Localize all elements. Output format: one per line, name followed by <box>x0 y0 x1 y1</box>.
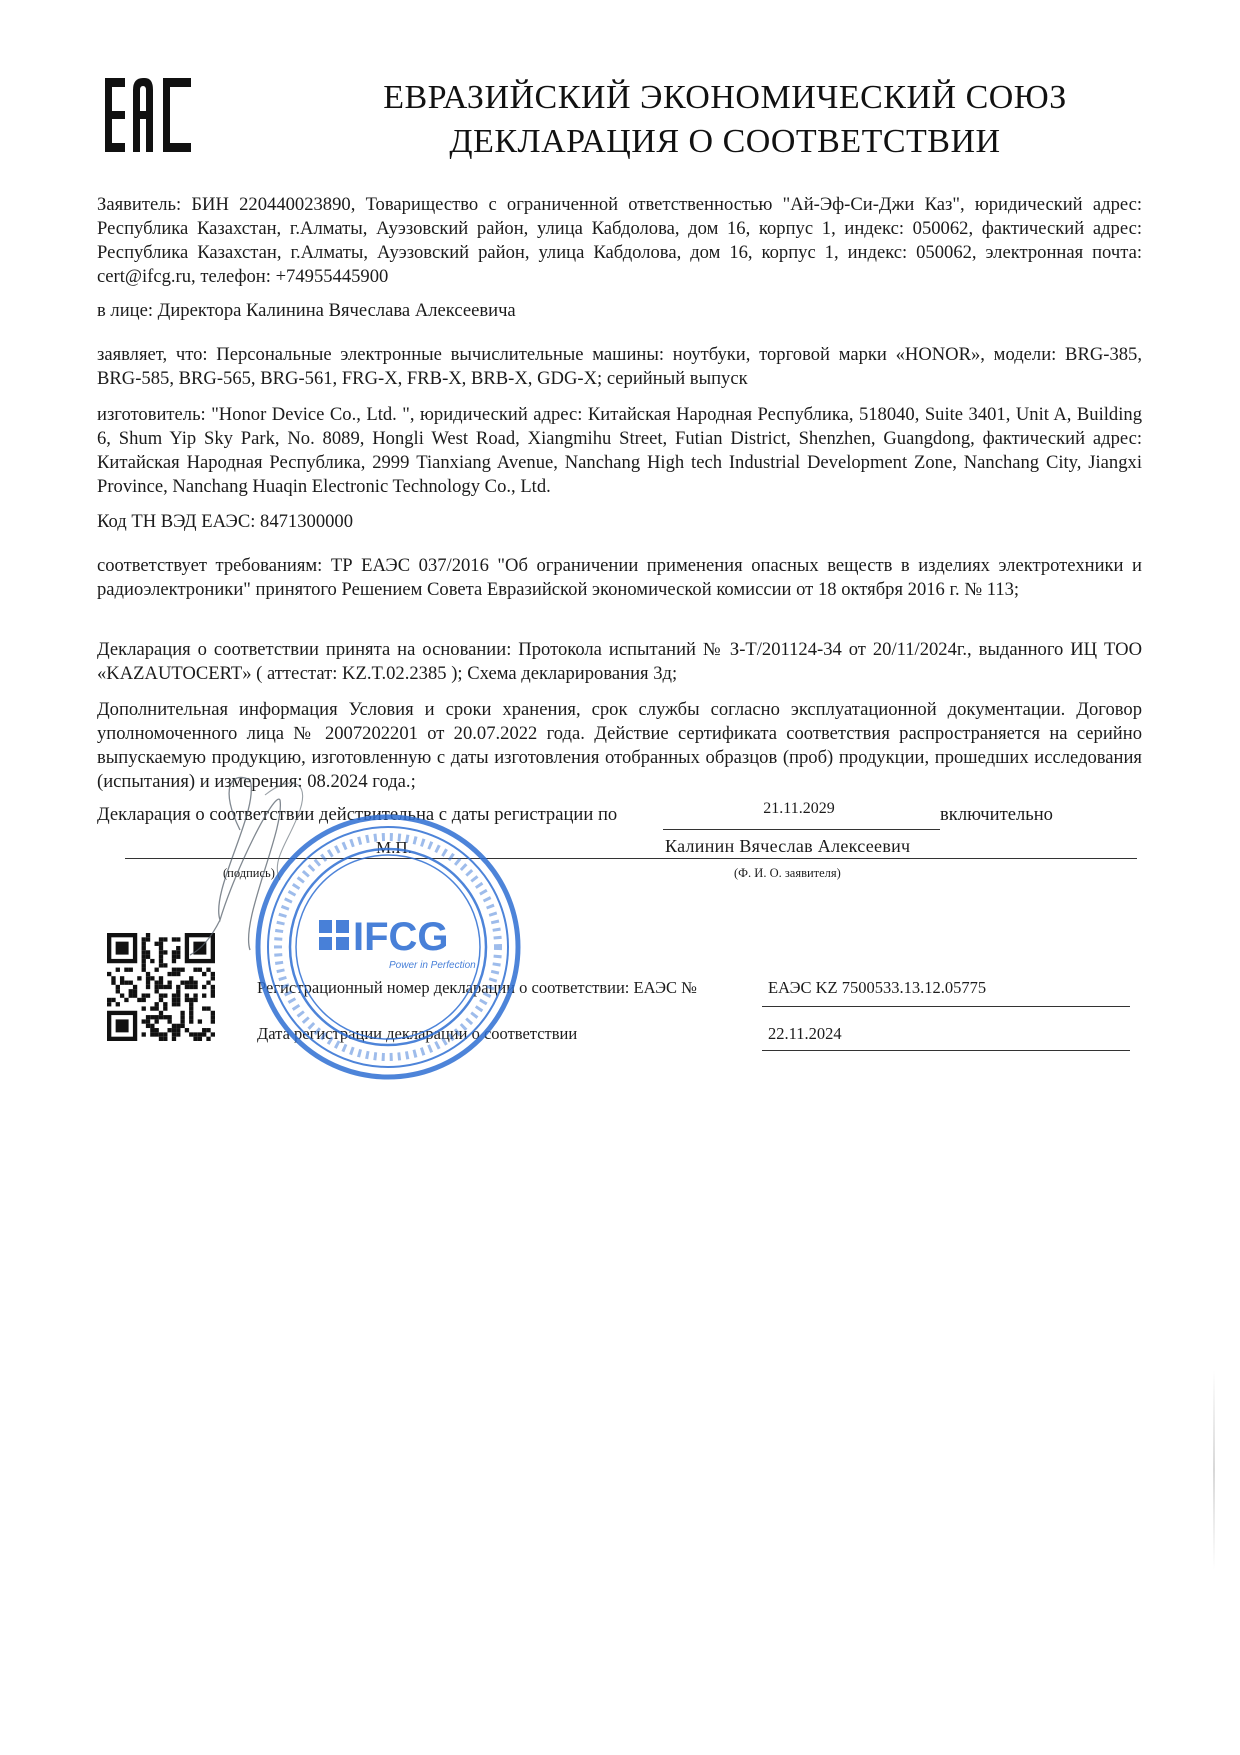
additional-info-paragraph: Дополнительная информация Условия и сроки хранения, срок службы согласно эксплуатационной документации. Договор уполномоченного лица № 2007202201 от 20.07.2022 года. Действие сертификата соответствия распространяется на серийно выпускаемую продукцию, изготовленную с даты изготовления отобранных образцов (проб) продукции, прошедших исследования (испытания) и измерения: 08.2024 года.; <box>97 699 1142 792</box>
document-title <box>280 76 1170 164</box>
seal-place-label: М.П. <box>376 838 412 857</box>
eac-logo <box>105 78 191 152</box>
registration-number-label: Регистрационный номер декларации о соответствии: ЕАЭС № <box>257 978 697 997</box>
hs-code-paragraph: Код ТН ВЭД ЕАЭС: 8471300000 <box>97 511 354 532</box>
product-paragraph: заявляет, что: Персональные электронные вычислительные машины: ноутбуки, торговой марки «HONOR», модели: BRG-385, BRG-585, BRG-565, BRG-561, FRG-X, FRB-X, BRB-X, GDG-X; серийный выпуск <box>97 344 1142 389</box>
stamp-brand: IFCG <box>353 915 449 959</box>
registration-date: 22.11.2024 <box>768 1024 842 1043</box>
name-caption: (Ф. И. О. заявителя) <box>734 866 841 880</box>
signature-caption: (подпись) <box>223 866 275 880</box>
title-line-1: ЕВРАЗИЙСКИЙ ЭКОНОМИЧЕСКИЙ СОЮЗ <box>383 79 1067 116</box>
representative-paragraph: в лице: Директора Калинина Вячеслава Алексеевича <box>97 300 516 321</box>
requirements-paragraph: соответствует требованиям: ТР ЕАЭС 037/2016 "Об ограничении применения опасных веществ в изделиях электротехники и радиоэлектроники" принятого Решением Совета Евразийской экономической комиссии от 18 октября 2016 г. № 113; <box>97 555 1142 600</box>
validity-label: Декларация о соответствии действительна с даты регистрации по <box>97 804 618 825</box>
registration-number: ЕАЭС KZ 7500533.13.12.05775 <box>768 978 987 997</box>
handwritten-signature <box>180 770 400 970</box>
scan-edge-artifact <box>1213 1370 1215 1570</box>
validity-suffix: включительно <box>940 804 1053 825</box>
signer-name: Калинин Вячеслав Алексеевич <box>665 836 911 856</box>
registration-number-underline <box>762 1006 1130 1007</box>
validity-date: 21.11.2029 <box>763 800 835 817</box>
stamp-tagline: Power in Perfection <box>389 960 476 971</box>
registration-date-label: Дата регистрации декларации о соответствии <box>257 1024 578 1043</box>
title-line-2: ДЕКЛАРАЦИЯ О СООТВЕТСТВИИ <box>449 123 1001 160</box>
registration-date-underline <box>762 1050 1130 1051</box>
basis-paragraph: Декларация о соответствии принята на основании: Протокола испытаний № З-Т/201124-34 от 20/11/2024г., выданного ИЦ ТОО «KAZAUTOCERT» ( аттестат: KZ.T.02.2385 ); Схема декларирования 3д; <box>97 639 1142 684</box>
manufacturer-paragraph: изготовитель: "Honor Device Co., Ltd. ", юридический адрес: Китайская Народная Республика, 518040, Suite 3401, Unit A, Building 6, Shum Yip Sky Park, No. 8089, Hongli West Road, Xiangmihu Street, Futian District, Shenzhen, Guangdong, фактический адрес: Китайская Народная Республика, 2999 Tianxiang Avenue, Nanchang High tech Industrial Development Zone, Nanchang City, Jiangxi Province, Nanchang Huaqin Electronic Technology Co., Ltd. <box>97 404 1142 497</box>
applicant-paragraph: Заявитель: БИН 220440023890, Товарищество с ограниченной ответственностью "Ай-Эф-Си-Джи Каз", юридический адрес: Республика Казахстан, г.Алматы, Ауэзовский район, улица Кабдолова, дом 16, корпус 1, индекс: 050062, фактический адрес: Республика Казахстан, г.Алматы, Ауэзовский район, улица Кабдолова, дом 16, корпус 1, индекс: 050062, электронная почта: cert@ifcg.ru, телефон: +74955445900 <box>97 194 1142 287</box>
validity-underline <box>663 829 940 830</box>
